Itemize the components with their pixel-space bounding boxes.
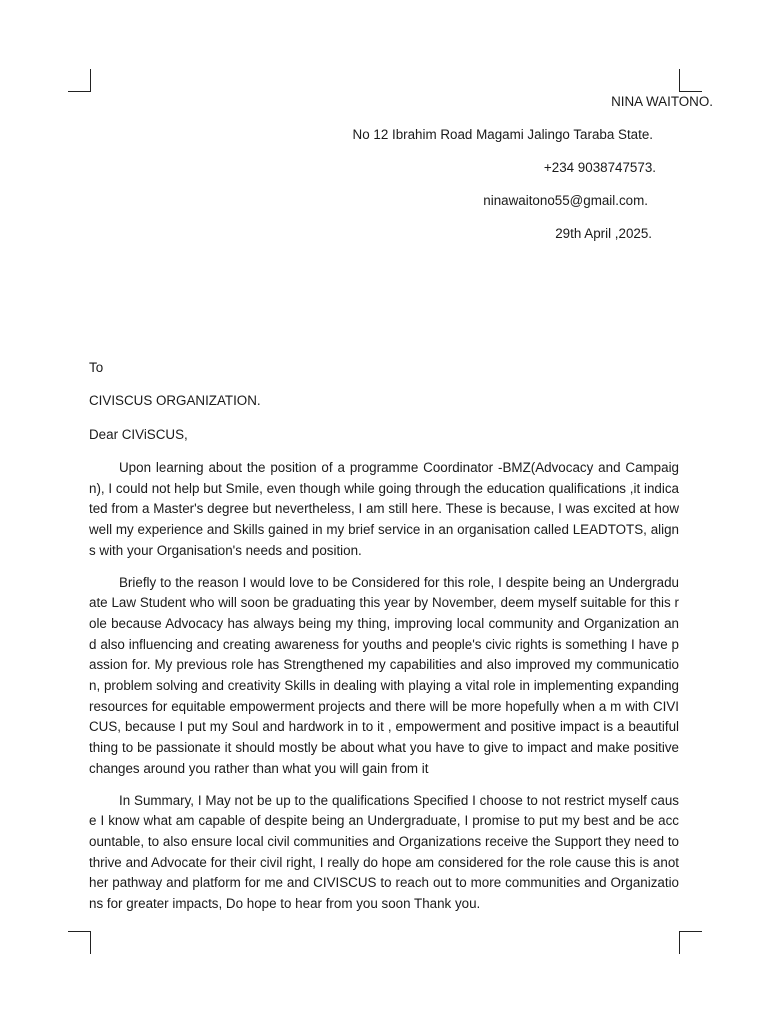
letter-body [89, 458, 679, 926]
recipient-to: To [89, 360, 104, 375]
crop-mark-top-left [68, 69, 91, 92]
body-paragraph-1: Upon learning about the position of a programme Coordinator -BMZ(Advocacy and Campaign), I could not help but Smile, even though while going through the education qualifications ,it indicated from a Master's degree but nevertheless, I am still here. These is because, I was excited at how well my experience and Skills gained in my brief service in an organisation called LEADTOTS, aligns with your Organisation's needs and position. [89, 460, 679, 558]
salutation: Dear CIViSCUS, [89, 427, 188, 442]
body-paragraph-3: In Summary, I May not be up to the qualifications Specified I choose to not restrict myself cause I know what am capable of despite being an Undergraduate, I promise to put my best and be accountable, to also ensure local civil communities and Organizations receive the Support they need to thrive and Advocate for their civil right, I really do hope am considered for the role cause this is another pathway and platform for me and CIVISCUS to reach out to more communities and Organizations for greater impacts, Do hope to hear from you soon Thank you. [89, 792, 679, 912]
recipient-organization: CIVISCUS ORGANIZATION. [89, 393, 261, 408]
sender-name: NINA WAITONO. [611, 94, 713, 109]
sender-email: ninawaitono55@gmail.com. [483, 193, 648, 208]
sender-address: No 12 Ibrahim Road Magami Jalingo Taraba State. [352, 127, 653, 142]
crop-mark-bottom-right [679, 931, 702, 954]
crop-mark-top-right [679, 69, 702, 92]
body-paragraph-2: Briefly to the reason I would love to be Considered for this role, I despite being an Undergraduate Law Student who will soon be graduating this year by November, deem myself suitable for this role because Advocacy has always being my thing, improving local community and Organization and also influencing and creating awareness for youths and people's civic rights is something I have passion for. My previous role has Strengthened my capabilities and also improved my communication, problem solving and creativity Skills in dealing with playing a vital role in implementing expanding resources for equitable empowerment projects and there will be more hopefully when a m with CIVICUS, because I put my Soul and hardwork in to it , empowerment and positive impact is a beautiful thing to be passionate it should mostly be about what you have to give to impact and make positive changes around you rather than what you will gain from it [89, 574, 679, 776]
sender-phone: +234 9038747573. [543, 160, 656, 175]
letter-date: 29th April ,2025. [555, 226, 652, 241]
sender-block [352, 92, 713, 257]
crop-mark-bottom-left [68, 931, 91, 954]
